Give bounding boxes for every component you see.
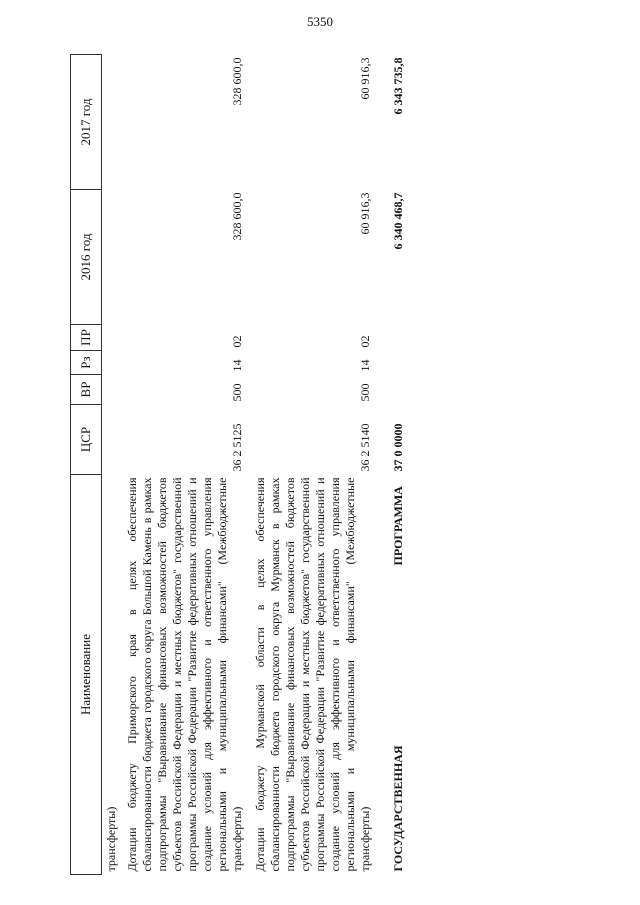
row-csr: 36 2 5140 bbox=[358, 423, 372, 472]
row-2017: 328 600,0 bbox=[230, 57, 244, 106]
total-2017: 6 343 735,8 bbox=[391, 57, 405, 115]
row-csr: 36 2 5125 bbox=[230, 423, 244, 472]
row-pr: 02 bbox=[358, 335, 372, 348]
budget-table bbox=[70, 54, 406, 875]
total-2016: 6 340 468,7 bbox=[391, 192, 405, 250]
total-csr: 37 0 0000 bbox=[391, 423, 405, 472]
row-rz: 14 bbox=[358, 359, 372, 372]
table-row bbox=[125, 55, 253, 875]
total-name bbox=[381, 475, 406, 875]
header-2017: 2017 год bbox=[71, 55, 102, 190]
row-pr: 02 bbox=[230, 335, 244, 348]
header-rz: Рз bbox=[71, 351, 102, 375]
page-number: 5350 bbox=[307, 14, 333, 29]
header-name: Наименование bbox=[71, 475, 102, 875]
header-2016: 2016 год bbox=[71, 190, 102, 325]
table-row bbox=[253, 55, 381, 875]
row-vr: 500 bbox=[230, 383, 244, 402]
row-rz: 14 bbox=[230, 359, 244, 372]
header-pr: ПР bbox=[71, 325, 102, 351]
header-vr: ВР bbox=[71, 375, 102, 405]
row-name: Дотации бюджету Приморского края в целях обеспечения сбалансированности бюджета городского округа Большой Камень в рамках подпрограммы "Выравнивание финансовых возможностей бюджетов субъектов Российской Федерации и местных бюджетов" государственной программы Российской Федерации "Развитие федеративных отношений и создание условий для эффективного и ответственного управления региональными и муниципальными финансами" (Межбюджетные трансферты) bbox=[125, 477, 244, 872]
total-name-part1: ГОСУДАРСТВЕННАЯ bbox=[391, 745, 405, 872]
table-row-continuation bbox=[102, 55, 126, 875]
rotated-budget-sheet bbox=[70, 55, 590, 875]
total-name-part2: ПРОГРАММА bbox=[391, 486, 405, 566]
row-2016: 328 600,0 bbox=[230, 192, 244, 241]
row-name: Дотации бюджету Мурманской области в целях обеспечения сбалансированности бюджета городского округа Мурманск в рамках подпрограммы "Выравнивание финансовых возможностей бюджетов субъектов Российской Федерации и местных бюджетов" государственной программы Российской Федерации "Развитие федеративных отношений и создание условий для эффективного и ответственного управления региональными и муниципальными финансами" (Межбюджетные трансферты) bbox=[253, 477, 372, 872]
row-vr: 500 bbox=[358, 383, 372, 402]
header-csr: ЦСР bbox=[71, 405, 102, 475]
continuation-text: трансферты) bbox=[104, 806, 118, 872]
row-2016: 60 916,3 bbox=[358, 192, 372, 235]
table-row-total bbox=[381, 55, 406, 875]
table-header bbox=[71, 55, 102, 875]
row-2017: 60 916,3 bbox=[358, 57, 372, 100]
